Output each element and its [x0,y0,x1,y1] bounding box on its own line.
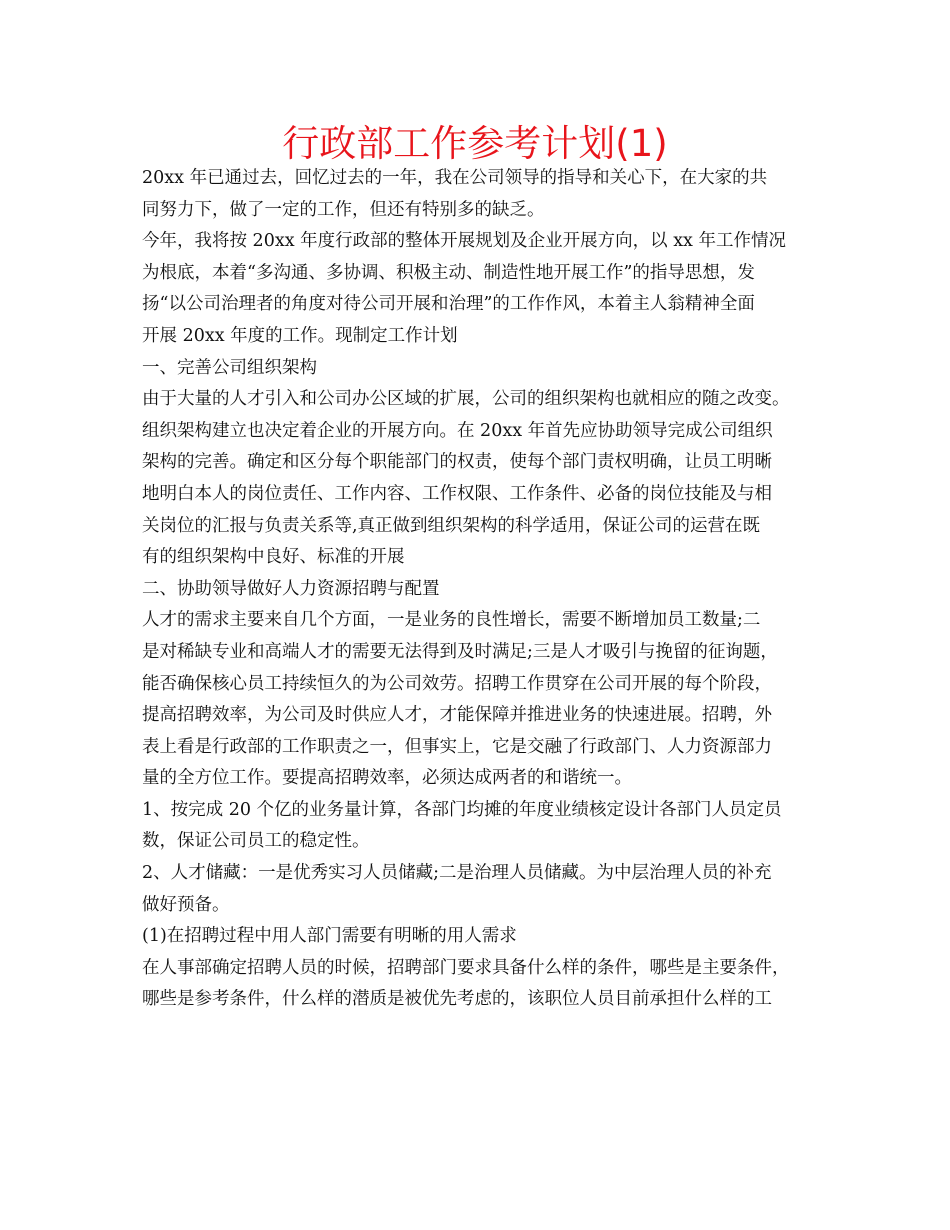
text-line: 由于大量的人才引入和公司办公区域的扩展，公司的组织架构也就相应的随之改变。 [142,389,790,410]
text-line: 提高招聘效率，为公司及时供应人才，才能保障并推进业务的快速进展。招聘，外 [142,705,772,726]
list-item: 1、按完成 20 个亿的业务量计算，各部门均摊的年度业绩核定设计各部门人员定员 [142,799,782,820]
text-line: 表上看是行政部的工作职责之一，但事实上，它是交融了行政部门、人力资源部力 [142,736,772,757]
document-title: 行政部工作参考计划(1) [282,122,668,165]
text-line: 数，保证公司员工的稳定性。 [142,831,370,852]
document-body [142,163,832,1016]
text-line: 是对稀缺专业和高端人才的需要无法得到及时满足;三是人才吸引与挽留的征询题， [142,641,778,662]
text-line: 同努力下，做了一定的工作，但还有特别多的缺乏。 [142,199,545,220]
text-line: 能否确保核心员工持续恒久的为公司效劳。招聘工作贯穿在公司开展的每个阶段， [142,673,772,694]
text-line: 地明白本人的岗位责任、工作内容、工作权限、工作条件、必备的岗位技能及与相 [142,483,772,504]
text-line: 做好预备。 [142,894,230,915]
text-line: 人才的需求主要来自几个方面，一是业务的良性增长，需要不断增加员工数量;二 [142,610,761,631]
section-heading: 一、完善公司组织架构 [142,357,317,378]
sub-heading: (1)在招聘过程中用人部门需要有明晰的用人需求 [142,926,517,947]
text-line: 今年，我将按 20xx 年度行政部的整体开展规划及企业开展方向，以 xx 年工作情况 [142,231,786,252]
text-line: 在人事部确定招聘人员的时候，招聘部门要求具备什么样的条件，哪些是主要条件， [142,957,790,978]
section-heading: 二、协助领导做好人力资源招聘与配置 [142,578,440,599]
text-line: 架构的完善。确定和区分每个职能部门的权责，使每个部门责权明确，让员工明晰 [142,452,772,473]
text-line: 量的全方位工作。要提高招聘效率，必须达成两者的和谐统一。 [142,768,632,789]
text-line: 关岗位的汇报与负责关系等,真正做到组织架构的科学适用，保证公司的运营在既 [142,515,761,536]
text-line: 20xx 年已通过去，回忆过去的一年，我在公司领导的指导和关心下，在大家的共 [142,168,768,188]
text-line: 为根底，本着“多沟通、多协调、积极主动、制造性地开展工作”的指导思想，发 [142,262,755,283]
list-item: 2、人才储藏：一是优秀实习人员储藏;二是治理人员储藏。为中层治理人员的补充 [142,863,772,884]
text-line: 扬“以公司治理者的角度对待公司开展和治理”的工作作风，本着主人翁精神全面 [142,294,755,315]
text-line: 组织架构建立也决定着企业的开展方向。在 20xx 年首先应协助领导完成公司组织 [142,420,773,441]
text-line: 哪些是参考条件，什么样的潜质是被优先考虑的，该职位人员目前承担什么样的工 [142,989,772,1010]
text-line: 开展 20xx 年度的工作。现制定工作计划 [142,325,458,346]
text-line: 有的组织架构中良好、标准的开展 [142,547,405,568]
